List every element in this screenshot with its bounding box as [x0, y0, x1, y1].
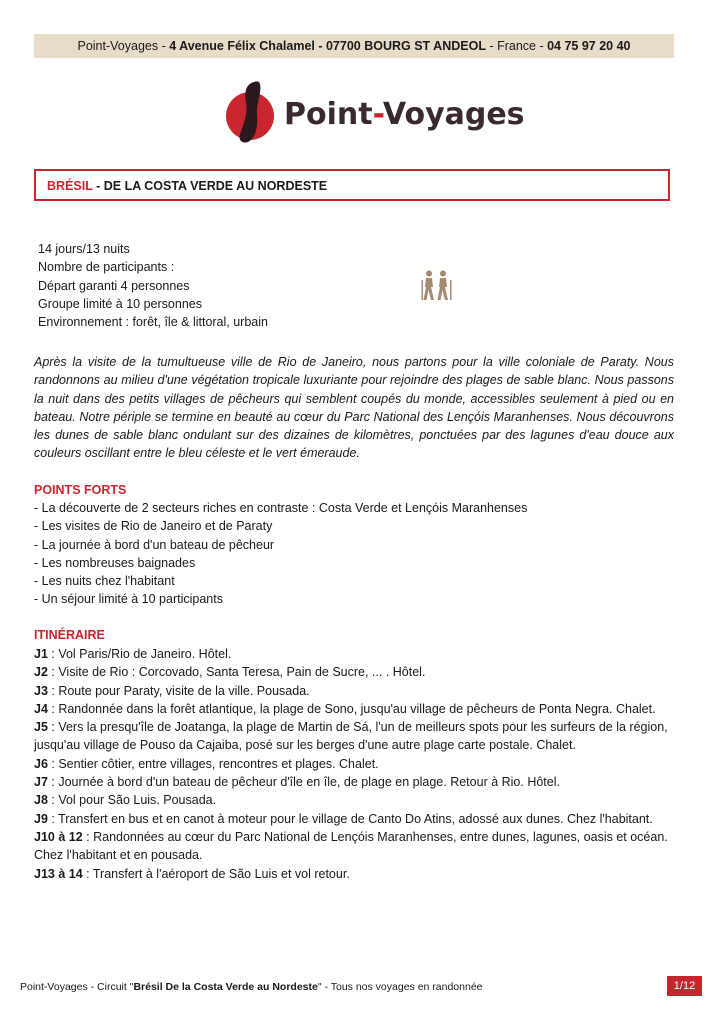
itinerary-day: J9 : Transfert en bus et en canot à moteur pour le village de Canto Do Atins, adossé aux dunes. Chez l'habitant. [34, 811, 653, 826]
itinerary-day: J6 : Sentier côtier, entre villages, rencontres et plages. Chalet. [34, 756, 379, 771]
circuit-title-box [34, 169, 670, 201]
info-participants: Nombre de participants : [38, 260, 175, 275]
itinerary-day: J4 : Randonnée dans la forêt atlantique, la plage de Sono, jusqu'au village de pêcheurs de Ponta Negra. Chalet. [34, 701, 656, 716]
itinerary-day: J5 : Vers la presqu'île de Joatanga, la plage de Martin de Sá, l'un de meilleurs spots pour les surfeurs de la région, jusqu'au village de Pouso da Cajaiba, posé sur les berges d'une autre plage carte postale. Chalet. [34, 720, 668, 753]
svg-text:Point-Voyages: Point-Voyages [284, 97, 525, 132]
info-environment: Environnement : forêt, île & littoral, urbain [38, 315, 268, 330]
list-item: - Les nuits chez l'habitant [34, 574, 175, 589]
hikers-icon [420, 270, 454, 302]
info-group-limit: Groupe limité à 10 personnes [38, 296, 202, 311]
itinerary-day: J2 : Visite de Rio : Corcovado, Santa Teresa, Pain de Sucre, ... . Hôtel. [34, 665, 426, 680]
title-country: BRÉSIL [47, 179, 93, 193]
header-contact-bar: Point-Voyages - 4 Avenue Félix Chalamel - 07700 BOURG ST ANDEOL - France - 04 75 97 20 40 [34, 34, 674, 58]
header-country: France [497, 39, 536, 53]
point-voyages-logo [224, 78, 525, 150]
itinerary-day: J3 : Route pour Paraty, visite de la ville. Pousada. [34, 683, 310, 698]
header-agency: Point-Voyages [77, 39, 159, 53]
list-item: - Les nombreuses baignades [34, 555, 196, 570]
footer-circuit: Brésil De la Costa Verde au Nordeste [133, 981, 318, 993]
itinerary-day: J8 : Vol pour São Luis. Pousada. [34, 793, 217, 808]
info-duration: 14 jours/13 nuits [38, 242, 130, 256]
itinerary-day: J7 : Journée à bord d'un bateau de pêcheur d'île en île, de plage en plage. Retour à Rio. Hôtel. [34, 775, 560, 790]
header-phone: 04 75 97 20 40 [547, 39, 631, 53]
itinerary-day: J10 à 12 : Randonnées au cœur du Parc National de Lençóis Maranhenses, entre dunes, lagunes, oasis et océan. Chez l'habitant et en pousada. [34, 829, 668, 863]
page-number-badge: 1/12 [667, 976, 702, 996]
points-forts-list [34, 499, 679, 609]
list-item: - Un séjour limité à 10 participants [34, 592, 223, 607]
itinerary-day: J1 : Vol Paris/Rio de Janeiro. Hôtel. [34, 647, 232, 661]
trip-infos [38, 240, 268, 331]
title-rest: - DE LA COSTA VERDE AU NORDESTE [92, 179, 328, 193]
itinerary-day: J13 à 14 : Transfert à l'aéroport de São Luis et vol retour. [34, 866, 350, 881]
itineraire-title: ITINÉRAIRE [34, 628, 105, 642]
list-item: - La découverte de 2 secteurs riches en contraste : Costa Verde et Lençóis Maranhenses [34, 501, 528, 515]
header-address: 4 Avenue Félix Chalamel - 07700 BOURG ST ANDEOL [169, 39, 486, 53]
list-item: - Les visites de Rio de Janeiro et de Paraty [34, 519, 273, 534]
intro-paragraph: Après la visite de la tumultueuse ville de Rio de Janeiro, nous partons pour la ville coloniale de Paraty. Nous randonnons au milieu d'une végétation tropicale luxuriante pour rejoindre des plages de sable blanc. Nous passons la nuit dans des petits villages de pêcheurs qui semblent coupés du monde, accessibles seulement à pied ou en bateau. Notre périple se termine en beauté au cœur du Parc National des Lençóis Maranhenses. Nous découvrons les dunes de sable blanc ondulant sur des dizaines de kilomètres, ponctuées par des lagunes d'eau douce aux couleurs oscillant entre le bleu céleste et le vert émeraude. [34, 355, 674, 461]
footer-text: Point-Voyages - Circuit "Brésil De la Costa Verde au Nordeste" - Tous nos voyages en randonnée [20, 981, 483, 993]
points-forts-title: POINTS FORTS [34, 483, 127, 497]
itineraire-list [34, 645, 679, 883]
info-guaranteed: Départ garanti 4 personnes [38, 278, 190, 293]
list-item: - La journée à bord d'un bateau de pêcheur [34, 537, 275, 552]
